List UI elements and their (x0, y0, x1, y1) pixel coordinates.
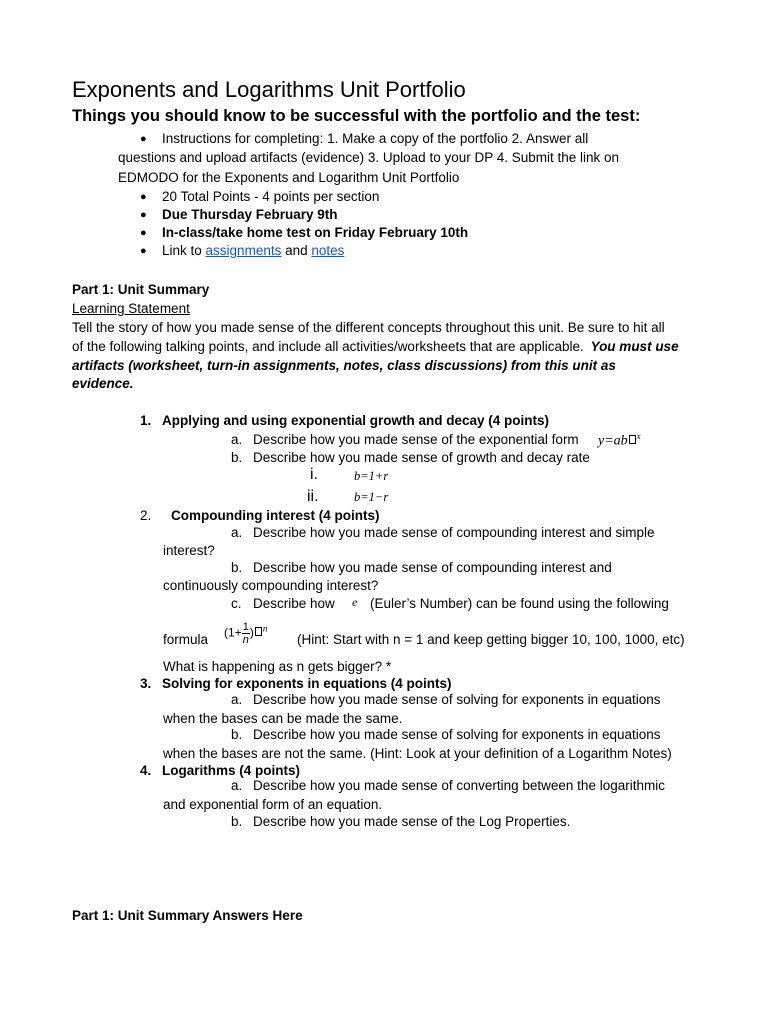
q3b-text: Describe how you made sense of solving for exponents in equations (253, 727, 661, 742)
story-emphasis: You must use (590, 339, 679, 354)
placeholder-box-icon (255, 627, 262, 636)
story-line: Tell the story of how you made sense of the different concepts throughout this unit. Be sure to hit all (72, 320, 665, 335)
link-prefix: Link to (162, 243, 202, 258)
q3a-text: Describe how you made sense of solving for exponents in equations (253, 692, 661, 707)
page-title: Exponents and Logarithms Unit Portfolio (72, 77, 466, 102)
q4a-text: and exponential form of an equation. (163, 797, 383, 812)
q3a-label: a. (231, 692, 243, 707)
learning-statement-label: Learning Statement (72, 301, 190, 316)
subtitle: Things you should know to be successful with the portfolio and the test: (72, 107, 641, 125)
q2c-text: (Euler’s Number) can be found using the following (370, 596, 669, 611)
formula-text: y=ab (598, 433, 628, 449)
due-date-text: Due Thursday February 9th (162, 207, 338, 222)
euler-e: e (352, 595, 358, 609)
bullet-icon: ● (140, 133, 147, 145)
story-line: evidence. (72, 376, 134, 391)
q1a-text: Describe how you made sense of the exponential form (253, 432, 579, 447)
q2a-text: Describe how you made sense of compounding interest and simple (253, 525, 655, 540)
q4a-label: a. (231, 778, 243, 793)
fraction-denominator: n (242, 634, 249, 646)
q4-title: Logarithms (4 points) (162, 763, 300, 778)
assignments-link[interactable]: assignments (205, 243, 282, 258)
instructions-line: questions and upload artifacts (evidence) 3. Upload to your DP 4. Submit the link on (118, 150, 620, 165)
link-and: and (285, 243, 308, 258)
q3b-label: b. (231, 727, 243, 742)
q2a-label: a. (231, 525, 243, 540)
story-text: of the following talking points, and include all activities/worksheets that are applicable. (72, 339, 584, 354)
links-line (162, 242, 344, 260)
q1bi-label: i. (310, 466, 318, 483)
instructions-line: EDMODO for the Exponents and Logarithm Unit Portfolio (118, 170, 460, 185)
hint-text: (Hint: Start with n = 1 and keep getting bigger 10, 100, 1000, etc) (297, 632, 685, 647)
story-line: artifacts (worksheet, turn-in assignments, notes, class discussions) from this unit as (72, 358, 616, 373)
part1-heading: Part 1: Unit Summary (72, 282, 210, 297)
bullet-icon: ● (140, 209, 147, 221)
q1-number: 1. (140, 413, 152, 428)
q1bii-label: ii. (307, 488, 319, 505)
q3-title: Solving for exponents in equations (4 points) (162, 676, 452, 691)
q2c-text: Describe how (253, 596, 335, 611)
q3a-text: when the bases can be made the same. (163, 711, 403, 726)
bullet-icon: ● (140, 191, 147, 203)
q1b-text: Describe how you made sense of growth and decay rate (253, 450, 590, 465)
q4b-text: Describe how you made sense of the Log Properties. (253, 814, 571, 829)
q4-number: 4. (140, 763, 152, 778)
euler-formula (224, 621, 267, 646)
q2c-text: What is happening as n gets bigger? * (163, 659, 392, 674)
formula-close: ) (249, 625, 254, 640)
bullet-icon: ● (140, 227, 147, 239)
exponential-form-formula (598, 431, 641, 450)
q3-number: 3. (140, 676, 152, 691)
formula-open: (1+ (224, 625, 242, 640)
test-date-text: In-class/take home test on Friday February 10th (162, 225, 469, 240)
q1a-label: a. (231, 432, 243, 447)
q2b-text: continuously compounding interest? (163, 578, 379, 593)
instructions-line: Instructions for completing: 1. Make a copy of the portfolio 2. Answer all (162, 131, 589, 146)
q2-title: Compounding interest (4 points) (171, 508, 380, 523)
formula-label: formula (163, 632, 209, 647)
q2b-text: Describe how you made sense of compounding interest and (253, 560, 612, 575)
placeholder-box-icon (629, 435, 636, 444)
q2b-label: b. (231, 560, 243, 575)
growth-formula: b=1+r (354, 469, 389, 483)
q1b-label: b. (231, 450, 243, 465)
fraction-numerator: 1 (242, 621, 249, 633)
answers-heading: Part 1: Unit Summary Answers Here (72, 908, 303, 923)
q2-number: 2. (140, 508, 152, 523)
q2c-label: c. (231, 596, 242, 611)
q4a-text: Describe how you made sense of converting between the logarithmic (253, 778, 665, 793)
notes-link[interactable]: notes (311, 243, 345, 258)
formula-exponent: x (636, 431, 641, 441)
bullet-icon: ● (140, 245, 147, 257)
q3b-text: when the bases are not the same. (Hint: Look at your definition of a Logarithm Notes) (163, 746, 672, 761)
q4b-label: b. (231, 814, 243, 829)
q2a-text: interest? (163, 543, 215, 558)
decay-formula: b=1−r (354, 490, 389, 504)
formula-exponent: n (262, 623, 268, 634)
q1-title: Applying and using exponential growth and decay (4 points) (162, 413, 550, 428)
story-line (72, 338, 679, 356)
points-text: 20 Total Points - 4 points per section (162, 189, 380, 204)
fraction (242, 621, 250, 646)
